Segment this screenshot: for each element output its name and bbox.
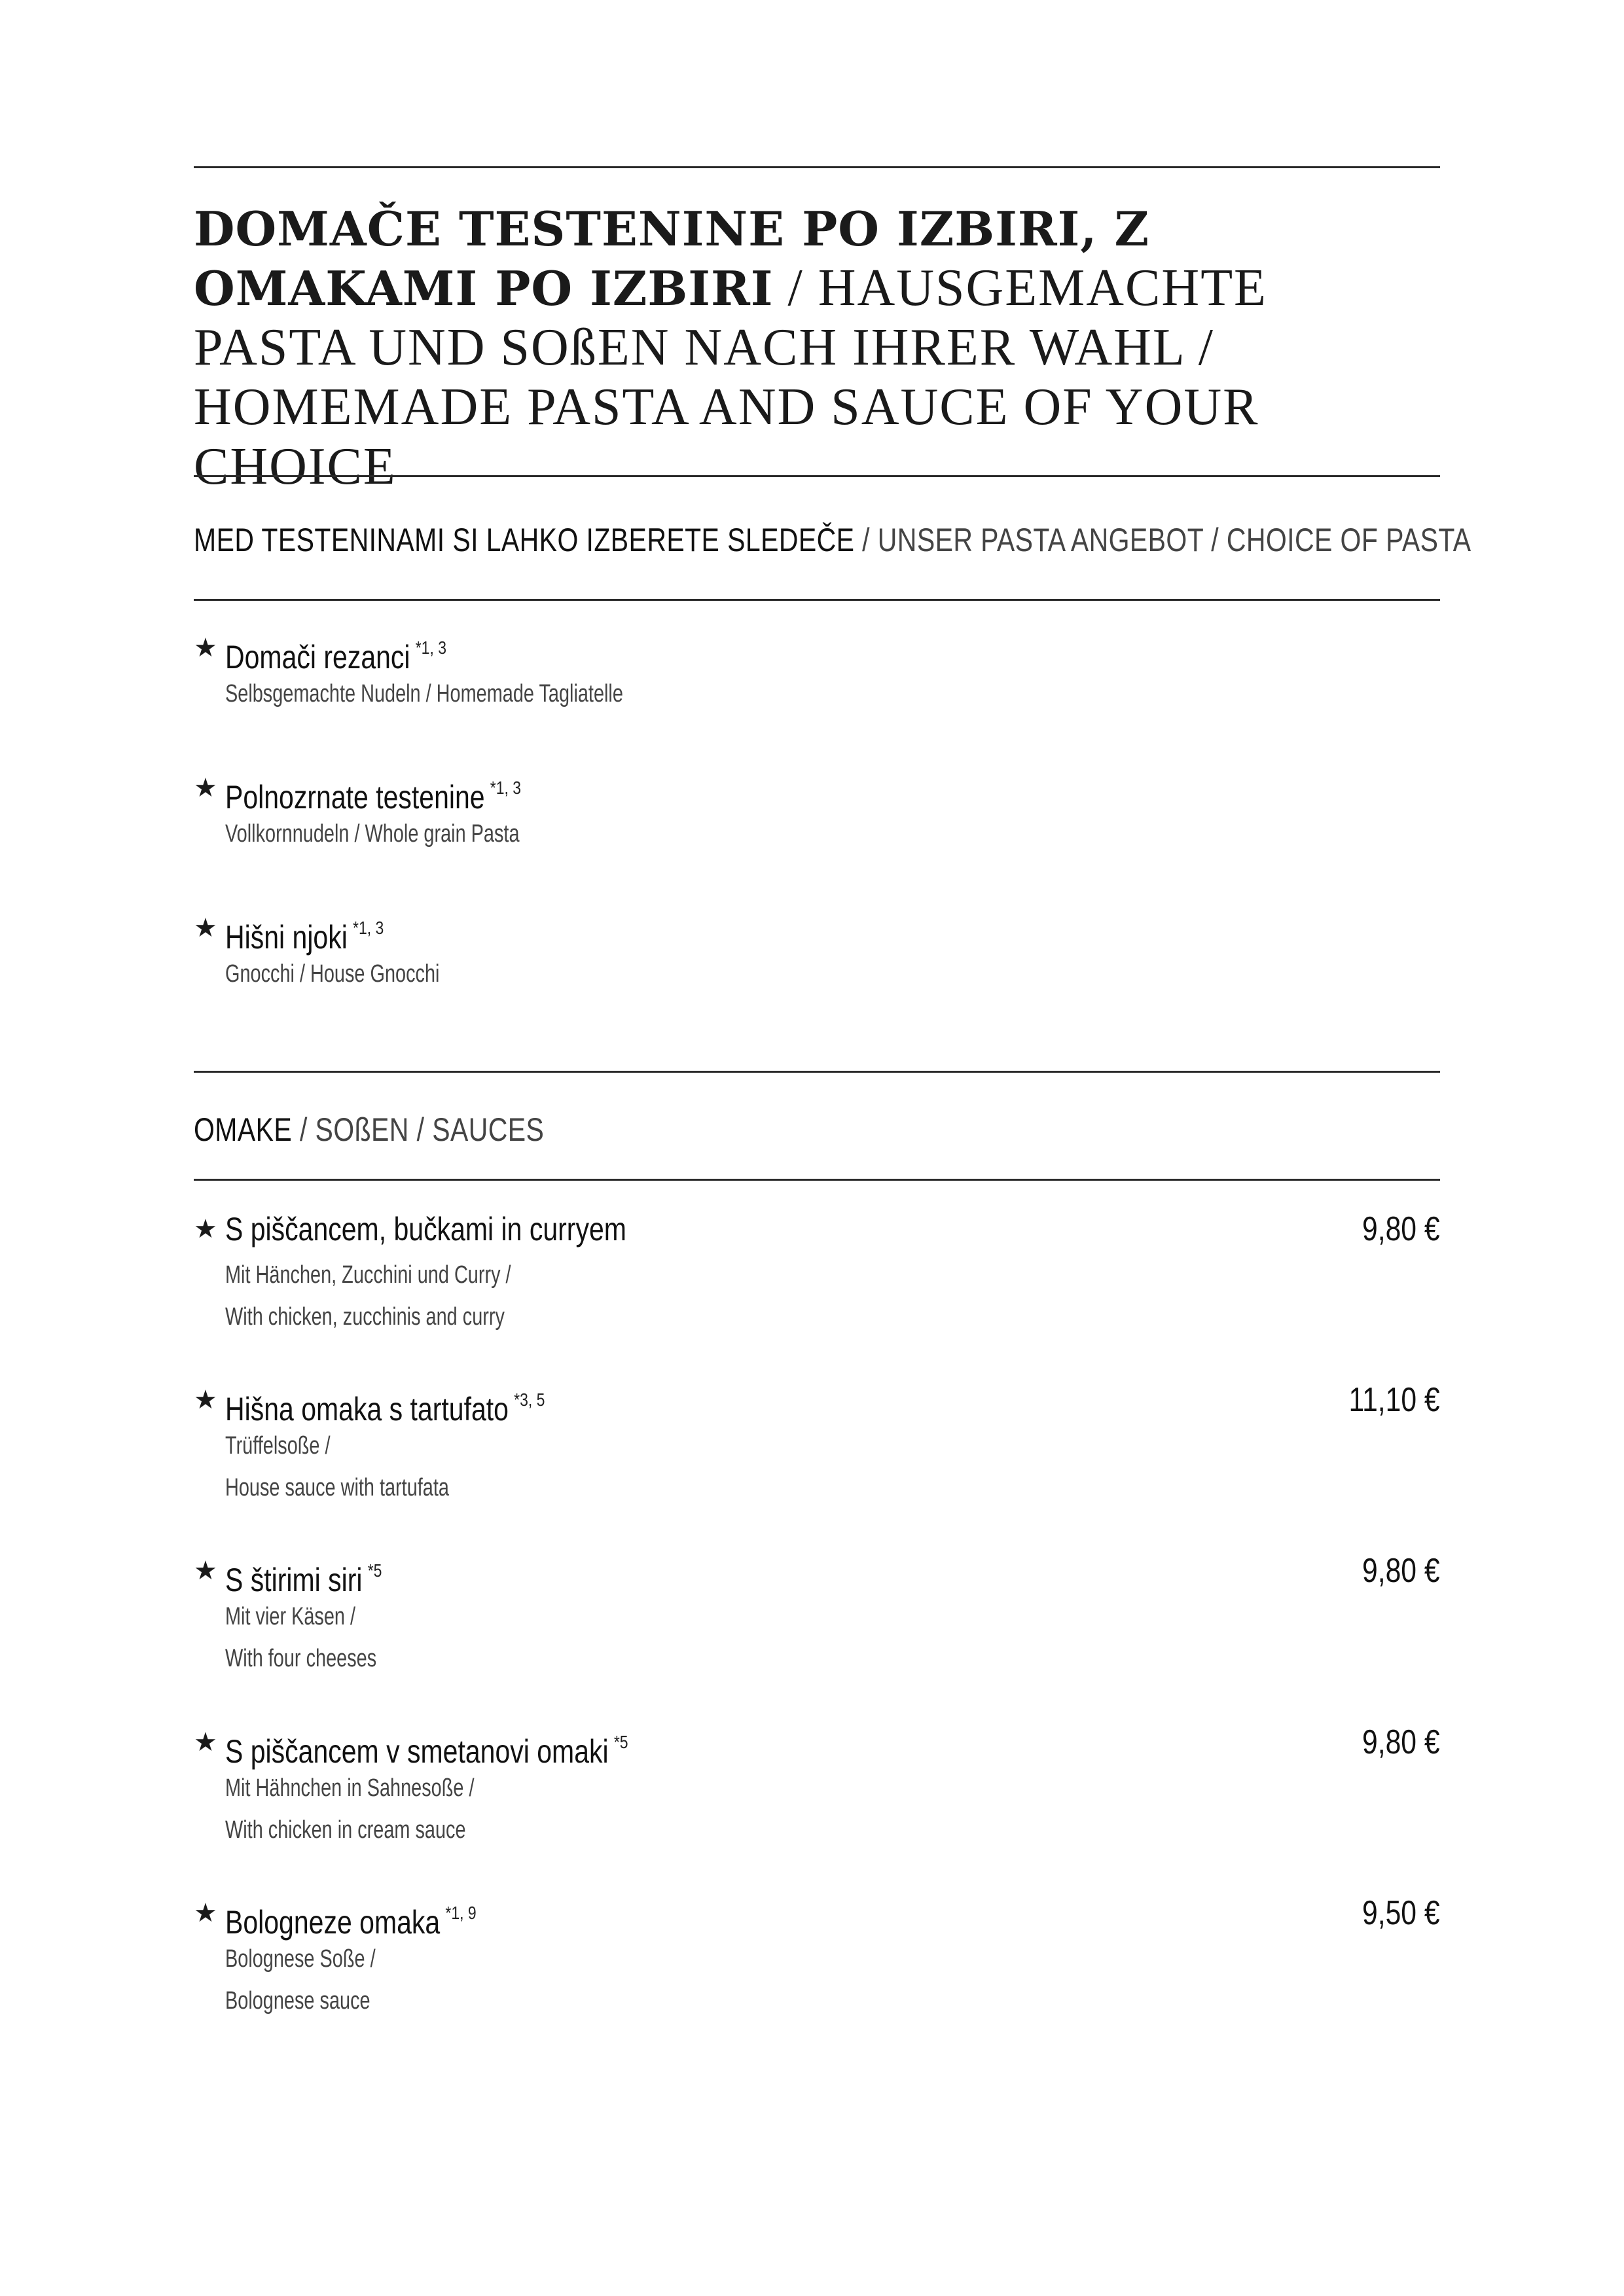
pasta-item (194, 627, 1440, 715)
price: 9,80 € (1362, 1723, 1440, 1761)
star-icon: ★ (194, 634, 217, 662)
sauce-heading-divider (194, 1179, 1440, 1181)
star-icon: ★ (194, 914, 217, 942)
page-title (194, 200, 1440, 497)
sauce-item-name: S piščancem, bučkami in curryem (225, 1211, 626, 1247)
allergen-note: *1, 3 (353, 918, 384, 938)
sauce-item-name: S štirimi siri (225, 1562, 363, 1598)
pasta-item-description: Selbsgemachte Nudeln / Homemade Tagliatelle (225, 680, 623, 708)
sauce-item-description-de: Trüffelsoße / (225, 1432, 331, 1460)
sauce-item-name: Bologneze omaka (225, 1904, 441, 1941)
pasta-item (194, 907, 1440, 995)
title-divider (194, 475, 1440, 477)
top-divider (194, 166, 1440, 168)
star-icon: ★ (194, 1556, 217, 1585)
sauce-item-description-de: Mit Hähnchen in Sahnesoße / (225, 1774, 475, 1802)
pasta-heading-translations: / UNSER PASTA ANGEBOT / CHOICE OF PASTA (854, 522, 1471, 558)
price: 11,10 € (1348, 1381, 1440, 1419)
star-icon: ★ (194, 774, 217, 802)
allergen-note: *5 (367, 1560, 382, 1581)
allergen-note: *1, 3 (490, 778, 522, 798)
sauce-item-name: S piščancem v smetanovi omaki (225, 1733, 609, 1770)
price: 9,50 € (1362, 1894, 1440, 1932)
sauce-item-description-en: Bolognese sauce (225, 1987, 370, 2015)
pasta-section-end-divider (194, 1071, 1440, 1073)
star-icon: ★ (194, 1215, 217, 1244)
allergen-note: *1, 9 (445, 1903, 477, 1923)
sauce-item-name: Hišna omaka s tartufato (225, 1391, 509, 1427)
allergen-note: *5 (613, 1732, 628, 1752)
allergen-note: *1, 3 (415, 637, 446, 658)
pasta-item-name: Polnozrnate testenine (225, 779, 485, 816)
sauce-item (194, 1550, 1440, 1679)
star-icon: ★ (194, 1386, 217, 1414)
pasta-item (194, 767, 1440, 855)
sauce-item (194, 1208, 1440, 1338)
allergen-note: *3, 5 (514, 1390, 545, 1410)
star-icon: ★ (194, 1728, 217, 1757)
pasta-section-heading (194, 520, 1471, 560)
sauce-section-heading (194, 1110, 1216, 1149)
sauce-item-description-de: Mit vier Käsen / (225, 1603, 356, 1630)
sauce-item (194, 1721, 1440, 1851)
sauce-item (194, 1892, 1440, 2022)
pasta-item-description: Vollkornnudeln / Whole grain Pasta (225, 820, 520, 848)
sauce-item (194, 1379, 1440, 1509)
sauce-heading-slovene: OMAKE (194, 1111, 293, 1148)
pasta-item-name: Hišni njoki (225, 919, 348, 956)
pasta-heading-slovene: MED TESTENINAMI SI LAHKO IZBERETE SLEDEČE (194, 522, 855, 558)
sauce-item-description-en: With chicken in cream sauce (225, 1816, 466, 1844)
price: 9,80 € (1362, 1210, 1440, 1248)
sauce-item-description-en: House sauce with tartufata (225, 1474, 449, 1501)
sauce-heading-translations: / SOßEN / SAUCES (292, 1111, 545, 1148)
title-slovene: DOMAČE TESTENINE PO IZBIRI, Z OMAKAMI PO IZBIRI (194, 201, 1150, 316)
sauce-item-description-en: With four cheeses (225, 1645, 377, 1672)
sauce-item-description-en: With chicken, zucchinis and curry (225, 1303, 505, 1331)
pasta-heading-divider (194, 599, 1440, 601)
sauce-item-description-de: Bolognese Soße / (225, 1945, 376, 1973)
star-icon: ★ (194, 1899, 217, 1928)
pasta-item-name: Domači rezanci (225, 639, 410, 675)
price: 9,80 € (1362, 1552, 1440, 1590)
sauce-item-description-de: Mit Hänchen, Zucchini und Curry / (225, 1261, 511, 1289)
pasta-item-description: Gnocchi / House Gnocchi (225, 960, 440, 988)
title-translations: / HAUSGEMACHTE PASTA UND SOßEN NACH IHRER WAHL / HOMEMADE PASTA AND SAUCE OF YOUR CHOICE (194, 259, 1267, 495)
